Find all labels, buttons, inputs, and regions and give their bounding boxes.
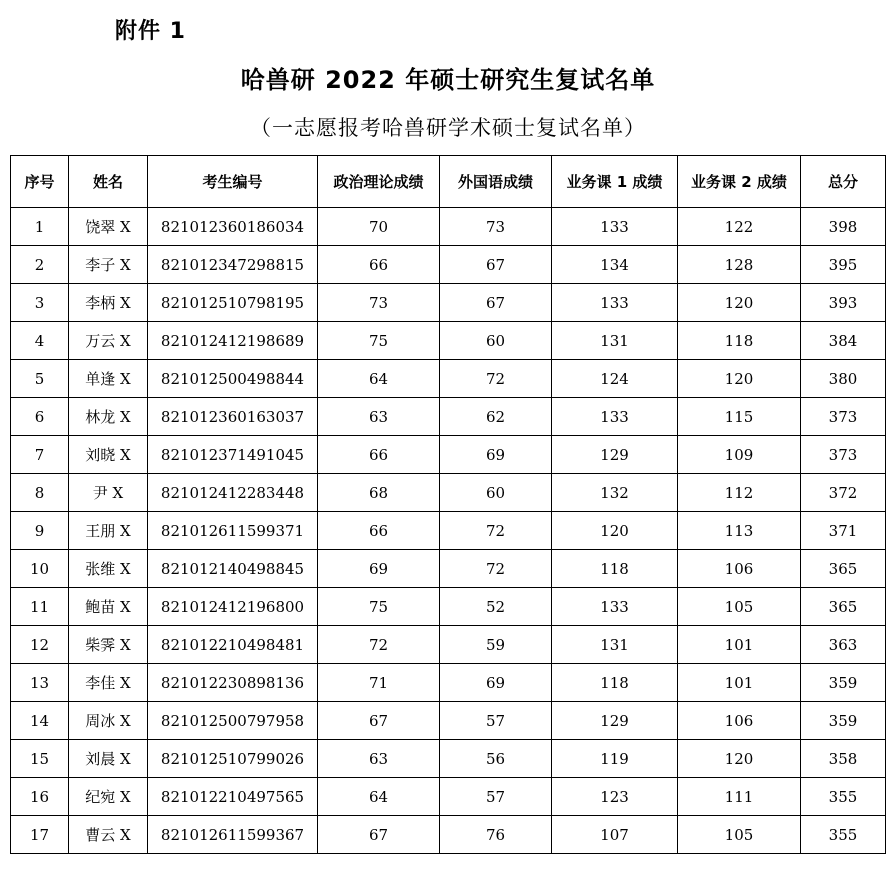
cell-course-1: 133 xyxy=(552,398,678,436)
cell-politics: 64 xyxy=(318,778,440,816)
cell-name: 李柄 X xyxy=(69,284,148,322)
cell-course-1: 120 xyxy=(552,512,678,550)
table-row xyxy=(11,398,886,436)
cell-politics: 75 xyxy=(318,588,440,626)
cell-course-1: 118 xyxy=(552,550,678,588)
table-row xyxy=(11,816,886,854)
table-row xyxy=(11,360,886,398)
col-header-candidate-id: 考生编号 xyxy=(148,156,318,208)
cell-course-2: 128 xyxy=(678,246,801,284)
cell-total: 384 xyxy=(801,322,886,360)
cell-politics: 63 xyxy=(318,398,440,436)
cell-course-1: 133 xyxy=(552,284,678,322)
cell-politics: 71 xyxy=(318,664,440,702)
cell-course-2: 118 xyxy=(678,322,801,360)
cell-foreign-language: 60 xyxy=(440,322,552,360)
cell-total: 358 xyxy=(801,740,886,778)
cell-foreign-language: 67 xyxy=(440,246,552,284)
cell-name: 周冰 X xyxy=(69,702,148,740)
cell-course-1: 129 xyxy=(552,702,678,740)
cell-total: 395 xyxy=(801,246,886,284)
cell-name: 柴霁 X xyxy=(69,626,148,664)
cell-course-2: 112 xyxy=(678,474,801,512)
header-row xyxy=(11,156,886,208)
cell-total: 372 xyxy=(801,474,886,512)
cell-total: 398 xyxy=(801,208,886,246)
cell-index: 2 xyxy=(11,246,69,284)
cell-total: 380 xyxy=(801,360,886,398)
cell-candidate-id: 821012611599367 xyxy=(148,816,318,854)
cell-course-2: 115 xyxy=(678,398,801,436)
attachment-label: 附件 1 xyxy=(115,19,186,44)
cell-index: 14 xyxy=(11,702,69,740)
cell-index: 11 xyxy=(11,588,69,626)
cell-politics: 67 xyxy=(318,702,440,740)
cell-name: 张维 X xyxy=(69,550,148,588)
cell-politics: 64 xyxy=(318,360,440,398)
cell-index: 16 xyxy=(11,778,69,816)
cell-name: 李佳 X xyxy=(69,664,148,702)
cell-course-1: 107 xyxy=(552,816,678,854)
cell-candidate-id: 821012412196800 xyxy=(148,588,318,626)
cell-course-1: 129 xyxy=(552,436,678,474)
cell-name: 刘晓 X xyxy=(69,436,148,474)
cell-foreign-language: 69 xyxy=(440,436,552,474)
table-row xyxy=(11,778,886,816)
cell-total: 359 xyxy=(801,702,886,740)
cell-index: 7 xyxy=(11,436,69,474)
cell-candidate-id: 821012611599371 xyxy=(148,512,318,550)
cell-course-2: 106 xyxy=(678,550,801,588)
cell-politics: 72 xyxy=(318,626,440,664)
cell-candidate-id: 821012371491045 xyxy=(148,436,318,474)
table-row xyxy=(11,702,886,740)
cell-course-2: 101 xyxy=(678,664,801,702)
table-row xyxy=(11,436,886,474)
col-header-total: 总分 xyxy=(801,156,886,208)
table-row xyxy=(11,208,886,246)
cell-candidate-id: 821012412198689 xyxy=(148,322,318,360)
table-row xyxy=(11,740,886,778)
cell-index: 9 xyxy=(11,512,69,550)
cell-course-2: 109 xyxy=(678,436,801,474)
table-row xyxy=(11,664,886,702)
cell-foreign-language: 56 xyxy=(440,740,552,778)
retest-roster-table xyxy=(10,155,886,854)
cell-index: 10 xyxy=(11,550,69,588)
cell-politics: 63 xyxy=(318,740,440,778)
cell-index: 5 xyxy=(11,360,69,398)
cell-index: 4 xyxy=(11,322,69,360)
col-header-name: 姓名 xyxy=(69,156,148,208)
col-header-course-1: 业务课 1 成绩 xyxy=(552,156,678,208)
cell-course-2: 120 xyxy=(678,740,801,778)
cell-index: 6 xyxy=(11,398,69,436)
cell-course-1: 133 xyxy=(552,208,678,246)
cell-total: 371 xyxy=(801,512,886,550)
cell-total: 365 xyxy=(801,550,886,588)
cell-politics: 67 xyxy=(318,816,440,854)
cell-index: 13 xyxy=(11,664,69,702)
cell-foreign-language: 69 xyxy=(440,664,552,702)
cell-candidate-id: 821012500498844 xyxy=(148,360,318,398)
cell-foreign-language: 57 xyxy=(440,778,552,816)
cell-index: 12 xyxy=(11,626,69,664)
cell-course-2: 105 xyxy=(678,816,801,854)
cell-course-1: 118 xyxy=(552,664,678,702)
cell-name: 鲍苗 X xyxy=(69,588,148,626)
col-header-foreign-language: 外国语成绩 xyxy=(440,156,552,208)
cell-candidate-id: 821012510798195 xyxy=(148,284,318,322)
cell-course-2: 120 xyxy=(678,360,801,398)
cell-total: 355 xyxy=(801,778,886,816)
cell-course-1: 132 xyxy=(552,474,678,512)
cell-total: 363 xyxy=(801,626,886,664)
cell-course-1: 131 xyxy=(552,322,678,360)
cell-candidate-id: 821012510799026 xyxy=(148,740,318,778)
cell-foreign-language: 57 xyxy=(440,702,552,740)
cell-index: 8 xyxy=(11,474,69,512)
table-row xyxy=(11,512,886,550)
cell-foreign-language: 72 xyxy=(440,360,552,398)
cell-total: 373 xyxy=(801,436,886,474)
cell-course-2: 101 xyxy=(678,626,801,664)
cell-politics: 70 xyxy=(318,208,440,246)
cell-course-1: 134 xyxy=(552,246,678,284)
table-row xyxy=(11,284,886,322)
cell-course-1: 123 xyxy=(552,778,678,816)
cell-politics: 75 xyxy=(318,322,440,360)
col-header-course-2: 业务课 2 成绩 xyxy=(678,156,801,208)
cell-foreign-language: 60 xyxy=(440,474,552,512)
cell-foreign-language: 76 xyxy=(440,816,552,854)
cell-course-1: 131 xyxy=(552,626,678,664)
cell-total: 393 xyxy=(801,284,886,322)
cell-foreign-language: 59 xyxy=(440,626,552,664)
cell-course-2: 122 xyxy=(678,208,801,246)
cell-foreign-language: 62 xyxy=(440,398,552,436)
cell-index: 1 xyxy=(11,208,69,246)
cell-politics: 69 xyxy=(318,550,440,588)
cell-candidate-id: 821012412283448 xyxy=(148,474,318,512)
cell-foreign-language: 72 xyxy=(440,550,552,588)
cell-name: 林龙 X xyxy=(69,398,148,436)
cell-foreign-language: 73 xyxy=(440,208,552,246)
cell-name: 王朋 X xyxy=(69,512,148,550)
cell-candidate-id: 821012347298815 xyxy=(148,246,318,284)
cell-total: 359 xyxy=(801,664,886,702)
cell-candidate-id: 821012230898136 xyxy=(148,664,318,702)
cell-course-2: 111 xyxy=(678,778,801,816)
cell-name: 万云 X xyxy=(69,322,148,360)
cell-index: 3 xyxy=(11,284,69,322)
cell-index: 15 xyxy=(11,740,69,778)
cell-candidate-id: 821012210498481 xyxy=(148,626,318,664)
cell-name: 单逢 X xyxy=(69,360,148,398)
cell-foreign-language: 52 xyxy=(440,588,552,626)
cell-course-1: 133 xyxy=(552,588,678,626)
cell-candidate-id: 821012140498845 xyxy=(148,550,318,588)
cell-course-2: 113 xyxy=(678,512,801,550)
table-row xyxy=(11,550,886,588)
cell-index: 17 xyxy=(11,816,69,854)
cell-candidate-id: 821012360186034 xyxy=(148,208,318,246)
cell-politics: 66 xyxy=(318,512,440,550)
table-row xyxy=(11,246,886,284)
cell-course-1: 124 xyxy=(552,360,678,398)
cell-total: 355 xyxy=(801,816,886,854)
cell-name: 尹 X xyxy=(69,474,148,512)
table-row xyxy=(11,474,886,512)
document-title: 哈兽研 2022 年硕士研究生复试名单 xyxy=(240,66,656,94)
cell-politics: 66 xyxy=(318,436,440,474)
cell-candidate-id: 821012500797958 xyxy=(148,702,318,740)
cell-name: 刘晨 X xyxy=(69,740,148,778)
document-subtitle: （一志愿报考哈兽研学术硕士复试名单） xyxy=(250,116,646,140)
cell-name: 饶翠 X xyxy=(69,208,148,246)
table-row xyxy=(11,322,886,360)
cell-candidate-id: 821012360163037 xyxy=(148,398,318,436)
cell-foreign-language: 72 xyxy=(440,512,552,550)
cell-candidate-id: 821012210497565 xyxy=(148,778,318,816)
cell-course-2: 106 xyxy=(678,702,801,740)
cell-politics: 68 xyxy=(318,474,440,512)
cell-course-2: 105 xyxy=(678,588,801,626)
col-header-politics: 政治理论成绩 xyxy=(318,156,440,208)
cell-course-1: 119 xyxy=(552,740,678,778)
table-row xyxy=(11,588,886,626)
cell-name: 李子 X xyxy=(69,246,148,284)
cell-name: 纪宛 X xyxy=(69,778,148,816)
cell-total: 365 xyxy=(801,588,886,626)
cell-politics: 73 xyxy=(318,284,440,322)
cell-total: 373 xyxy=(801,398,886,436)
cell-foreign-language: 67 xyxy=(440,284,552,322)
cell-name: 曹云 X xyxy=(69,816,148,854)
cell-course-2: 120 xyxy=(678,284,801,322)
col-header-index: 序号 xyxy=(11,156,69,208)
table-row xyxy=(11,626,886,664)
table-body xyxy=(11,208,886,854)
cell-politics: 66 xyxy=(318,246,440,284)
